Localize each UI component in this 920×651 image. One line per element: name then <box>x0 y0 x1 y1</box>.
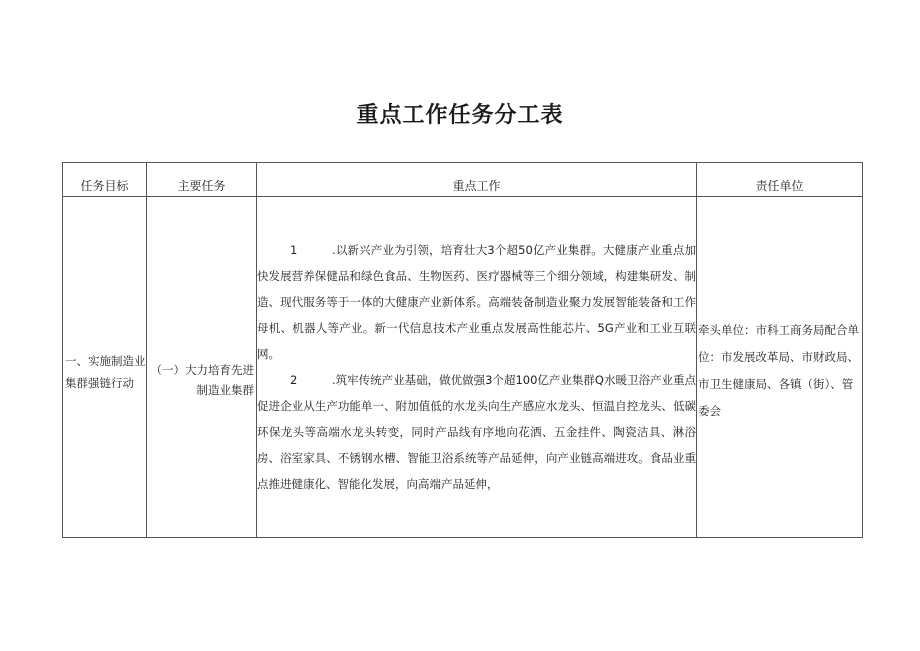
table-row <box>63 197 863 538</box>
main-task-text: （一）大力培育先进制造业集群 <box>150 362 254 397</box>
key-work-cell <box>257 197 697 538</box>
table-header-row <box>63 163 863 197</box>
header-key-work: 重点工作 <box>257 163 697 197</box>
task-table <box>62 162 863 538</box>
key-work-text: .筑牢传统产业基础，做优做强3个超100亿产业集群Q水暖卫浴产业重点促进企业从生产功能单一、附加值低的水龙头向生产感应水龙头、恒温自控龙头、低碳环保龙头等高端水龙头转变，同时产品线有序地向花洒、五金挂件、陶瓷洁具、淋浴房、浴室家具、不锈钢水槽、智能卫浴系统等产品延伸，向产业链高端进攻。食品业重点推进健康化、智能化发展，向高端产品延伸， <box>257 373 696 491</box>
header-task-goal: 任务目标 <box>63 163 147 197</box>
main-task-cell <box>147 197 257 538</box>
header-responsible-unit: 责任单位 <box>697 163 863 197</box>
key-work-number: 2 <box>290 373 298 387</box>
page-title: 重点工作任务分工表 <box>356 103 564 128</box>
key-work-number: 1 <box>290 243 298 257</box>
header-main-task: 主要任务 <box>147 163 257 197</box>
key-work-item <box>257 367 696 497</box>
key-work-item <box>257 237 696 367</box>
task-goal-cell <box>63 197 147 538</box>
responsible-unit-cell <box>697 197 863 538</box>
key-work-text: .以新兴产业为引领，培育壮大3个超50亿产业集群。大健康产业重点加快发展营养保健品和绿色食品、生物医药、医疗器械等三个细分领域，构建集研发、制造、现代服务等于一体的大健康产业新体系。高端装备制造业聚力发展智能装备和工作母机、机器人等产业。新一代信息技术产业重点发展高性能芯片、5G产业和工业互联网。 <box>257 243 696 361</box>
task-goal-text: 一、实施制造业集群强链行动 <box>65 354 146 390</box>
responsible-unit-text: 牵头单位：市科工商务局配合单位：市发展改革局、市财政局、市卫生健康局、各镇（街）、管委会 <box>698 323 859 418</box>
